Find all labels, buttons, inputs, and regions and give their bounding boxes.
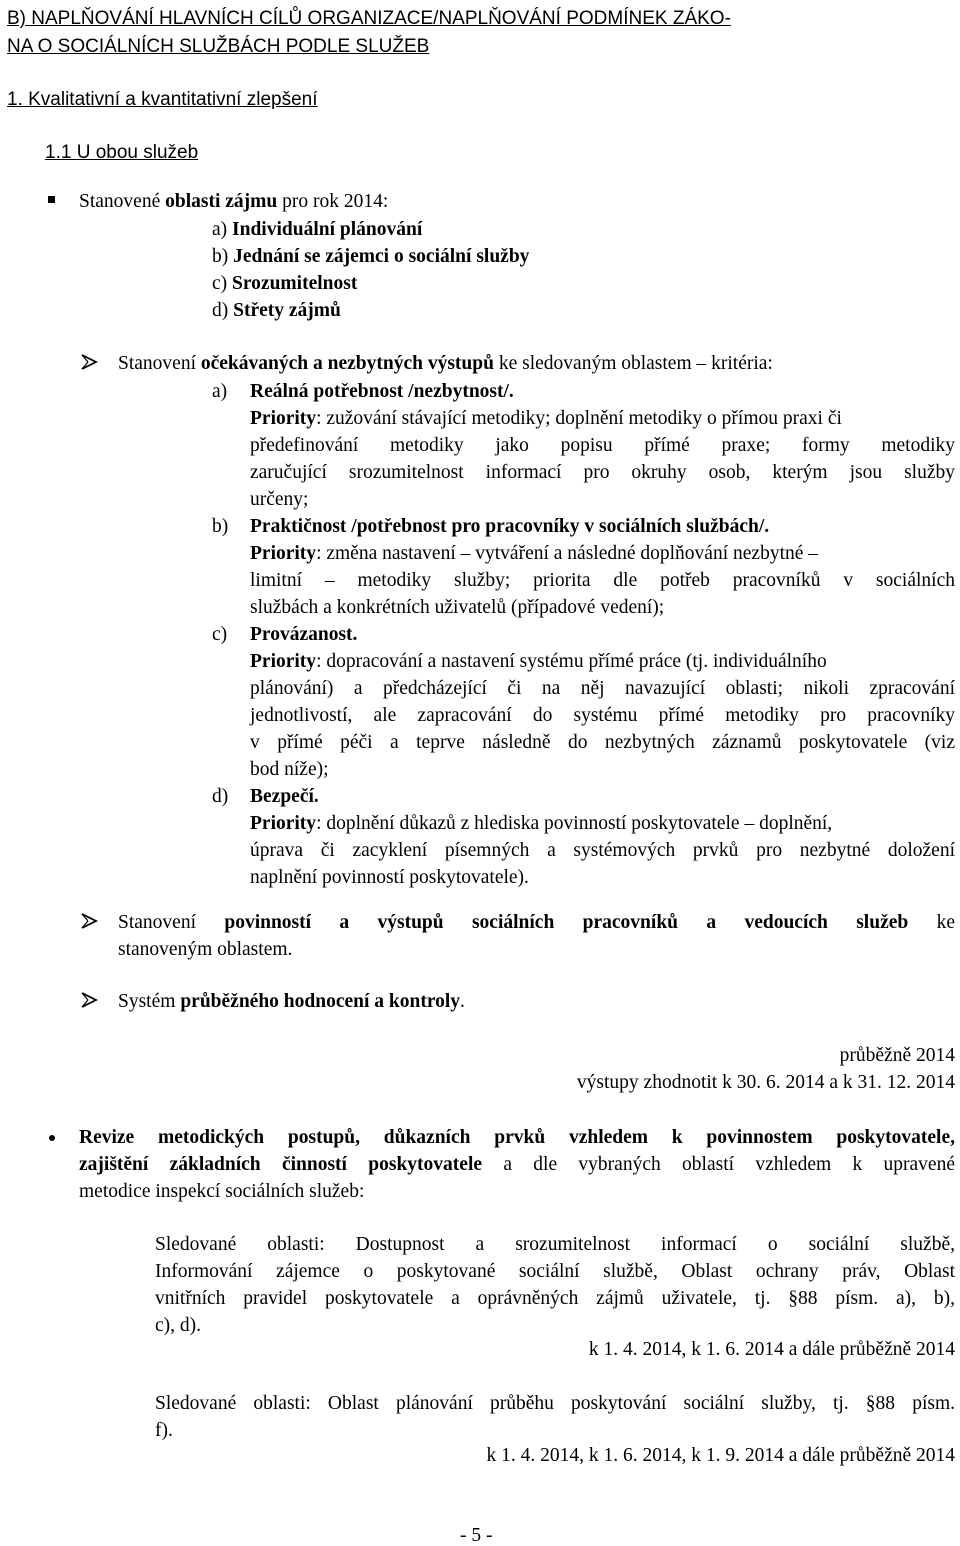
areas-intro-pre: Stanovené <box>79 191 166 212</box>
square-bullet-icon <box>48 196 55 203</box>
priority-label: Priority <box>250 543 317 564</box>
section-1-1-heading: 1.1 U obou služeb <box>45 142 199 163</box>
criterion-title-a: Reálná potřebnost /nezbytnost/. <box>250 381 514 402</box>
priority-text: : změna nastavení – vytváření a následné doplňování nezbytné – <box>316 543 819 564</box>
priority-a-line-4: určeny; <box>250 489 309 510</box>
area-item-letter: b) <box>212 246 229 267</box>
area-item <box>212 247 529 267</box>
monitored-1-date: k 1. 4. 2014, k 1. 6. 2014 a dále průběžně 2014 <box>588 1339 955 1360</box>
priority-d-line-2: úprava či zacyklení písemných a systémových prvků pro nezbytné doložení <box>250 840 955 861</box>
page-number: - 5 - <box>460 1525 493 1546</box>
expectations-intro-post: ke sledovaným oblastem – kritéria: <box>493 353 773 374</box>
area-item <box>212 274 357 294</box>
monitored-2-date: k 1. 4. 2014, k 1. 6. 2014, k 1. 9. 2014 a dále průběžně 2014 <box>486 1445 955 1466</box>
criterion-title-c: Provázanost. <box>250 624 358 645</box>
section-1-heading: 1. Kvalitativní a kvantitativní zlepšení <box>7 89 318 110</box>
revize-post-2: a dle vybraných oblastí vzhledem k upravené <box>482 1154 955 1175</box>
priority-a-line-2: předefinování metodiky jako popisu přímé praxe; formy metodiky <box>250 435 955 456</box>
criterion-title-d: Bezpečí. <box>250 786 319 807</box>
priority-d-line-1 <box>250 814 832 834</box>
areas-intro-post: pro rok 2014: <box>277 191 389 212</box>
duties-post: ke <box>908 912 955 933</box>
arrow-bullet-icon <box>79 353 101 371</box>
monitored-1-line-4: c), d). <box>155 1315 202 1336</box>
duties-pre: Stanovení <box>118 912 225 933</box>
deadline-line-2: výstupy zhodnotit k 30. 6. 2014 a k 31. 12. 2014 <box>576 1072 955 1093</box>
areas-intro <box>79 192 388 212</box>
duties-line-1 <box>118 913 955 933</box>
area-item <box>212 301 341 321</box>
monitored-1-line-1: Sledované oblasti: Dostupnost a srozumitelnost informací o sociální službě, <box>155 1234 955 1255</box>
area-item <box>212 220 422 240</box>
monitored-2-line-1: Sledované oblasti: Oblast plánování průběhu poskytování sociální služby, tj. §88 písm. <box>155 1393 955 1414</box>
criterion-letter-a: a) <box>212 381 228 402</box>
system-line <box>118 992 465 1012</box>
monitored-2-line-2: f). <box>155 1420 173 1441</box>
area-item-text: Individuální plánování <box>232 219 423 240</box>
revize-line-1: Revize metodických postupů, důkazních prvků vzhledem k povinnostem poskytovatele, <box>79 1127 955 1148</box>
priority-b-line-1 <box>250 544 818 564</box>
criterion-letter-b: b) <box>212 516 229 537</box>
area-item-letter: a) <box>212 219 228 240</box>
priority-c-line-3: jednotlivostí, ale zapracování do systému přímé metodiky pro pracovníky <box>250 705 955 726</box>
area-item-text: Jednání se zájemci o sociální služby <box>233 246 530 267</box>
area-item-letter: d) <box>212 300 229 321</box>
priority-a-line-1 <box>250 409 842 429</box>
monitored-1-line-2: Informování zájemce o poskytované sociální službě, Oblast ochrany práv, Oblast <box>155 1261 955 1282</box>
priority-label: Priority <box>250 813 317 834</box>
revize-line-3: metodice inspekcí sociálních služeb: <box>79 1181 365 1202</box>
priority-c-line-5: bod níže); <box>250 759 329 780</box>
criterion-letter-c: c) <box>212 624 228 645</box>
system-post: . <box>460 991 465 1012</box>
priority-b-line-2: limitní – metodiky služby; priorita dle potřeb pracovníků v sociálních <box>250 570 955 591</box>
system-bold: průběžného hodnocení a kontroly <box>180 991 461 1012</box>
monitored-1-line-3: vnitřních pravidel poskytovatele a oprávněných zájmů uživatele, tj. §88 písm. a), b), <box>155 1288 955 1309</box>
round-bullet-icon <box>49 1135 55 1141</box>
header-line-2: NA O SOCIÁLNÍCH SLUŽBÁCH PODLE SLUŽEB <box>7 36 430 57</box>
area-item-text: Srozumitelnost <box>232 273 358 294</box>
priority-c-line-4: v přímé péči a teprve následně do nezbytných záznamů poskytovatele (viz <box>250 732 955 753</box>
priority-text: : doplnění důkazů z hlediska povinností poskytovatele – doplnění, <box>316 813 833 834</box>
expectations-intro-pre: Stanovení <box>118 353 201 374</box>
priority-text: : dopracování a nastavení systému přímé práce (tj. individuálního <box>316 651 827 672</box>
priority-text: : zužování stávající metodiky; doplnění metodiky o přímou praxi či <box>316 408 842 429</box>
area-item-text: Střety zájmů <box>233 300 341 321</box>
arrow-bullet-icon <box>79 991 101 1009</box>
duties-line-2: stanoveným oblastem. <box>118 939 293 960</box>
priority-b-line-3: službách a konkrétních uživatelů (případové vedení); <box>250 597 665 618</box>
expectations-intro-bold: očekávaných a nezbytných výstupů <box>200 353 494 374</box>
criterion-title-b: Praktičnost /potřebnost pro pracovníky v sociálních službách/. <box>250 516 770 537</box>
system-pre: Systém <box>118 991 181 1012</box>
revize-line-2 <box>79 1155 955 1175</box>
criterion-letter-d: d) <box>212 786 229 807</box>
expectations-intro <box>118 354 773 374</box>
arrow-bullet-icon <box>79 912 101 930</box>
header-line-1: B) NAPLŇOVÁNÍ HLAVNÍCH CÍLŮ ORGANIZACE/NAPLŇOVÁNÍ PODMÍNEK ZÁKO- <box>7 8 731 29</box>
priority-d-line-3: naplnění povinností poskytovatele). <box>250 867 529 888</box>
deadline-line-1: průběžně 2014 <box>839 1045 955 1066</box>
area-item-letter: c) <box>212 273 228 294</box>
priority-a-line-3: zaručující srozumitelnost informací pro okruhy osob, kterým jsou služby <box>250 462 955 483</box>
priority-label: Priority <box>250 408 317 429</box>
priority-c-line-2: plánování) a předcházející či na něj navazující oblasti; nikoli zpracování <box>250 678 955 699</box>
priority-label: Priority <box>250 651 317 672</box>
revize-bold-2: zajištění základních činností poskytovatele <box>79 1154 483 1175</box>
areas-intro-bold: oblasti zájmu <box>165 191 278 212</box>
priority-c-line-1 <box>250 652 827 672</box>
duties-bold: povinností a výstupů sociálních pracovníků a vedoucích služeb <box>224 912 909 933</box>
